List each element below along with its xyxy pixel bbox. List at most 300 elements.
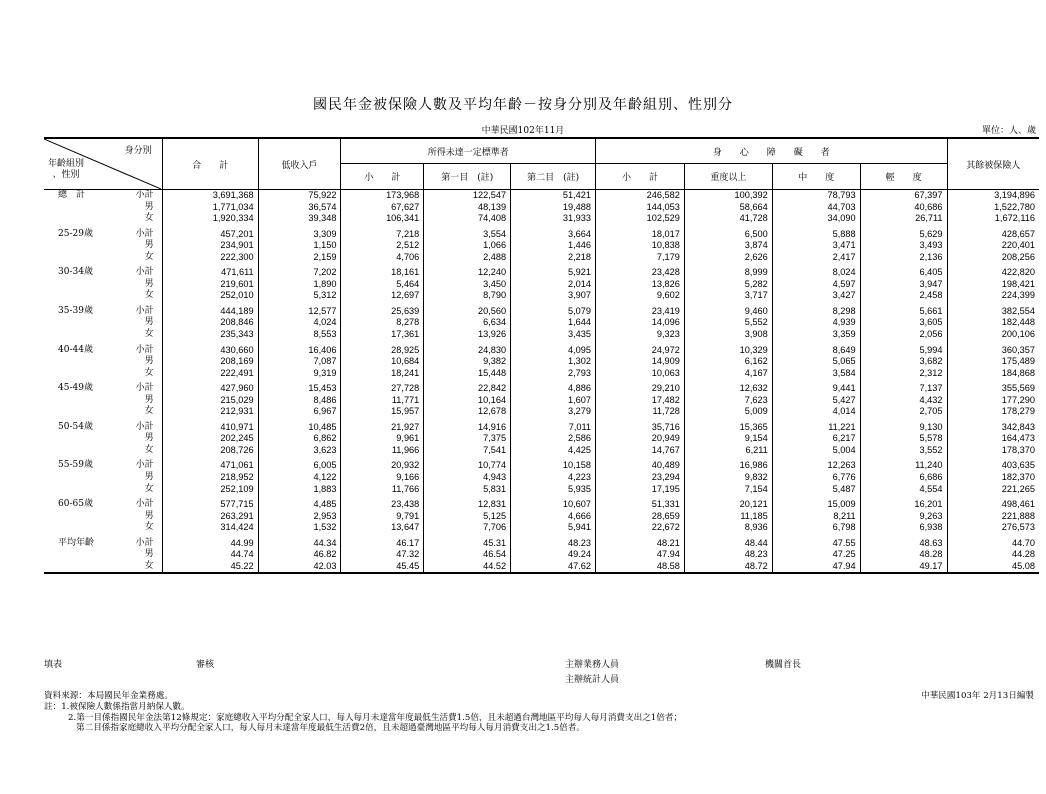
- table-cell: 48.23: [684, 549, 772, 561]
- table-cell: 20,560: [424, 302, 511, 318]
- table-cell: 11,240: [860, 456, 947, 472]
- row-group-label: [44, 279, 112, 291]
- table-cell: 10,485: [258, 418, 341, 434]
- table-cell: 8,278: [341, 317, 424, 329]
- table-cell: 9,263: [860, 511, 947, 523]
- table-cell: 220,401: [1001, 240, 1035, 251]
- table-cell: 6,162: [684, 356, 772, 368]
- table-row: [44, 418, 1039, 434]
- col-disabled-subtotal: 小 計: [596, 164, 685, 190]
- table-cell: 48,139: [424, 202, 511, 214]
- table-cell: 15,448: [424, 368, 511, 380]
- footer-head: 機關首長: [765, 660, 802, 670]
- table-cell: 10,774: [424, 456, 511, 472]
- table-cell: 184,868: [1001, 367, 1035, 378]
- table-cell: 45.08: [947, 561, 1039, 574]
- table-cell: 1,066: [424, 240, 511, 252]
- table-cell: 1,607: [511, 395, 596, 407]
- table-cell: 7,179: [596, 252, 685, 264]
- table-cell: 12,577: [258, 302, 341, 318]
- table-row: [44, 395, 1039, 407]
- table-cell: 5,661: [860, 302, 947, 318]
- table-row: [44, 549, 1039, 561]
- table-cell: 5,552: [684, 317, 772, 329]
- col-total: 合 計: [162, 138, 258, 190]
- row-sex-label: 男: [112, 511, 163, 523]
- row-sex-label: 男: [112, 202, 163, 214]
- table-cell: 19,488: [511, 202, 596, 214]
- table-cell: 7,541: [424, 445, 511, 457]
- table-cell: 51,331: [596, 495, 685, 511]
- row-group-label: [44, 511, 112, 523]
- table-cell: 235,343: [162, 329, 258, 341]
- table-cell: 4,425: [511, 445, 596, 457]
- table-cell: 208,846: [162, 317, 258, 329]
- row-group-label: [44, 317, 112, 329]
- table-cell: 3,552: [860, 445, 947, 457]
- table-cell: 5,065: [772, 356, 860, 368]
- table-cell: 3,717: [684, 290, 772, 302]
- row-group-label: 60-65歲: [58, 499, 93, 510]
- table-cell: 208,169: [162, 356, 258, 368]
- table-cell: 10,684: [341, 356, 424, 368]
- table-cell: 8,024: [772, 263, 860, 279]
- table-cell: 6,211: [684, 445, 772, 457]
- table-cell: 67,627: [341, 202, 424, 214]
- row-group-label: 平均年齡: [58, 537, 95, 548]
- row-group-label: [44, 561, 112, 574]
- table-cell: 44.70: [1012, 537, 1035, 548]
- table-cell: 9,832: [684, 472, 772, 484]
- row-group-label: [44, 433, 112, 445]
- table-cell: 422,820: [1001, 267, 1035, 278]
- table-row: [44, 368, 1039, 380]
- table-cell: 44.99: [162, 534, 258, 550]
- table-cell: 8,486: [258, 395, 341, 407]
- table-cell: 44.28: [1012, 549, 1035, 560]
- table-cell: 7,154: [684, 484, 772, 496]
- table-row: [44, 561, 1039, 574]
- table-cell: 48.21: [596, 534, 685, 550]
- row-group-label: [44, 252, 112, 264]
- table-cell: 44.34: [258, 534, 341, 550]
- table-cell: 22,842: [424, 379, 511, 395]
- table-cell: 6,967: [258, 406, 341, 418]
- table-cell: 4,167: [684, 368, 772, 380]
- statistics-table: [44, 137, 1039, 574]
- table-cell: 5,831: [424, 484, 511, 496]
- table-cell: 6,634: [424, 317, 511, 329]
- table-cell: 2,586: [511, 433, 596, 445]
- table-cell: 46.54: [424, 549, 511, 561]
- row-sex-label: 女: [112, 561, 163, 574]
- table-cell: 3,874: [684, 240, 772, 252]
- table-cell: 4,706: [341, 252, 424, 264]
- table-cell: 202,245: [162, 433, 258, 445]
- row-group-label: 25-29歲: [58, 228, 93, 239]
- table-cell: 8,936: [684, 522, 772, 534]
- table-cell: 3,279: [511, 406, 596, 418]
- table-cell: 3,947: [860, 279, 947, 291]
- table-row: [44, 202, 1039, 214]
- table-cell: 48.72: [684, 561, 772, 574]
- footer-reviewer: 審核: [196, 660, 215, 670]
- row-sex-label: 女: [112, 368, 163, 380]
- col-below-standard: 所得未達一定標準者: [341, 138, 596, 164]
- col-moderate: 中 度: [772, 164, 860, 190]
- table-cell: 7,011: [511, 418, 596, 434]
- date-label: 中華民國102年11月: [481, 126, 565, 136]
- table-cell: 9,460: [684, 302, 772, 318]
- row-sex-label: 小計: [112, 495, 163, 511]
- row-sex-label: 男: [112, 317, 163, 329]
- table-cell: 11,966: [341, 445, 424, 457]
- table-cell: 47.94: [772, 561, 860, 574]
- table-row: [44, 379, 1039, 395]
- table-cell: 6,405: [860, 263, 947, 279]
- table-cell: 20,932: [341, 456, 424, 472]
- table-row: [44, 495, 1039, 511]
- table-row: [44, 290, 1039, 302]
- table-cell: 410,971: [162, 418, 258, 434]
- table-cell: 51,421: [511, 190, 596, 202]
- col-cat1: 第一目 (註): [424, 164, 511, 190]
- table-cell: 24,972: [596, 341, 685, 357]
- table-cell: 4,597: [772, 279, 860, 291]
- table-cell: 5,009: [684, 406, 772, 418]
- table-cell: 4,886: [511, 379, 596, 395]
- table-row: [44, 329, 1039, 341]
- table-cell: 42.03: [258, 561, 341, 574]
- table-cell: 6,798: [772, 522, 860, 534]
- table-cell: 45.22: [162, 561, 258, 574]
- table-row: [44, 456, 1039, 472]
- table-cell: 7,202: [258, 263, 341, 279]
- table-cell: 45.31: [424, 534, 511, 550]
- table-cell: 428,657: [1001, 228, 1035, 239]
- table-cell: 100,392: [684, 190, 772, 202]
- table-cell: 2,014: [511, 279, 596, 291]
- table-cell: 11,728: [596, 406, 685, 418]
- col-disabled: 身 心 障 礙 者: [596, 138, 948, 164]
- table-cell: 18,161: [341, 263, 424, 279]
- table-cell: 7,137: [860, 379, 947, 395]
- table-row: [44, 263, 1039, 279]
- table-cell: 314,424: [162, 522, 258, 534]
- table-row: [44, 356, 1039, 368]
- table-cell: 215,029: [162, 395, 258, 407]
- table-cell: 498,461: [1001, 499, 1035, 510]
- table-cell: 48.23: [511, 534, 596, 550]
- table-cell: 382,554: [1001, 305, 1035, 316]
- table-cell: 12,263: [772, 456, 860, 472]
- footer-officer: 主辦業務人員: [565, 660, 620, 670]
- table-cell: 21,927: [341, 418, 424, 434]
- table-cell: 44,703: [772, 202, 860, 214]
- table-cell: 1,302: [511, 356, 596, 368]
- col-cat2: 第二目 (註): [511, 164, 596, 190]
- row-sex-label: 男: [112, 356, 163, 368]
- table-cell: 9,961: [341, 433, 424, 445]
- table-cell: 208,726: [162, 445, 258, 457]
- table-cell: 34,090: [772, 213, 860, 225]
- table-cell: 6,217: [772, 433, 860, 445]
- table-row: [44, 341, 1039, 357]
- table-row: [44, 484, 1039, 496]
- table-cell: 14,916: [424, 418, 511, 434]
- table-cell: 13,826: [596, 279, 685, 291]
- table-cell: 13,647: [341, 522, 424, 534]
- corner-header: [44, 138, 162, 190]
- table-cell: 40,489: [596, 456, 685, 472]
- table-cell: 5,921: [511, 263, 596, 279]
- table-cell: 221,888: [1001, 510, 1035, 521]
- table-cell: 22,672: [596, 522, 685, 534]
- table-cell: 31,933: [511, 213, 596, 225]
- table-cell: 47.55: [772, 534, 860, 550]
- table-row: [44, 190, 1039, 202]
- table-cell: 208,256: [1001, 251, 1035, 262]
- table-cell: 5,004: [772, 445, 860, 457]
- corner-left-line1: 年齡組別: [48, 159, 85, 169]
- table-body: [44, 190, 1039, 574]
- table-cell: 106,341: [341, 213, 424, 225]
- table-cell: 7,706: [424, 522, 511, 534]
- table-cell: 12,678: [424, 406, 511, 418]
- table-cell: 1,522,780: [994, 201, 1035, 212]
- table-cell: 47.32: [341, 549, 424, 561]
- table-cell: 3,907: [511, 290, 596, 302]
- table-cell: 6,862: [258, 433, 341, 445]
- table-cell: 222,491: [162, 368, 258, 380]
- table-cell: 27,728: [341, 379, 424, 395]
- table-cell: 224,399: [1001, 290, 1035, 301]
- table-cell: 5,629: [860, 225, 947, 241]
- table-cell: 2,417: [772, 252, 860, 264]
- table-cell: 4,554: [860, 484, 947, 496]
- table-cell: 44.74: [162, 549, 258, 561]
- table-cell: 182,370: [1001, 472, 1035, 483]
- table-cell: 3,435: [511, 329, 596, 341]
- table-cell: 10,607: [511, 495, 596, 511]
- table-cell: 3,584: [772, 368, 860, 380]
- table-cell: 2,488: [424, 252, 511, 264]
- table-cell: 198,421: [1001, 278, 1035, 289]
- table-cell: 1,644: [511, 317, 596, 329]
- note-3: 第二目係指家庭總收入平均分配全家人口，每人每月未達當年度最低生活費2倍，且未超過臺灣地區平均每人每月消費支出之1.5倍者。: [76, 723, 585, 733]
- table-cell: 9,791: [341, 511, 424, 523]
- table-cell: 3,908: [684, 329, 772, 341]
- table-cell: 74,408: [424, 213, 511, 225]
- table-cell: 2,512: [341, 240, 424, 252]
- table-cell: 10,329: [684, 341, 772, 357]
- table-cell: 28,925: [341, 341, 424, 357]
- table-cell: 5,578: [860, 433, 947, 445]
- table-cell: 3,664: [511, 225, 596, 241]
- page-title: 國民年金被保險人數及平均年齡－按身分別及年齡組別、性別分: [313, 97, 733, 113]
- table-cell: 234,901: [162, 240, 258, 252]
- table-row: [44, 406, 1039, 418]
- col-other: 其餘被保險人: [947, 138, 1039, 190]
- table-cell: 23,294: [596, 472, 685, 484]
- table-cell: 5,935: [511, 484, 596, 496]
- table-cell: 218,952: [162, 472, 258, 484]
- col-mild: 輕 度: [860, 164, 947, 190]
- table-cell: 5,282: [684, 279, 772, 291]
- col-low-income: 低收入戶: [258, 138, 341, 190]
- unit-label: 單位：人、歲: [981, 126, 1036, 136]
- table-cell: 4,485: [258, 495, 341, 511]
- row-sex-label: 男: [112, 549, 163, 561]
- table-cell: 49.17: [860, 561, 947, 574]
- table-cell: 3,359: [772, 329, 860, 341]
- table-cell: 2,159: [258, 252, 341, 264]
- table-cell: 6,500: [684, 225, 772, 241]
- table-cell: 360,357: [1001, 344, 1035, 355]
- table-cell: 5,125: [424, 511, 511, 523]
- table-cell: 3,427: [772, 290, 860, 302]
- row-sex-label: 小計: [112, 418, 163, 434]
- table-cell: 342,843: [1001, 421, 1035, 432]
- table-cell: 28,659: [596, 511, 685, 523]
- table-cell: 46.17: [341, 534, 424, 550]
- table-cell: 164,473: [1001, 433, 1035, 444]
- table-cell: 4,014: [772, 406, 860, 418]
- table-cell: 40,686: [860, 202, 947, 214]
- row-group-label: [44, 406, 112, 418]
- table-cell: 48.58: [596, 561, 685, 574]
- table-cell: 8,553: [258, 329, 341, 341]
- table-cell: 3,471: [772, 240, 860, 252]
- note-2: 2.第一目係指國民年金法第12條規定：家庭總收入平均分配全家人口，每人每月未達當年度最低生活費1.5倍，且未超過台灣地區平均每人每月消費支出之1倍者；: [68, 713, 683, 723]
- row-sex-label: 女: [112, 252, 163, 264]
- table-cell: 222,300: [162, 252, 258, 264]
- table-cell: 2,705: [860, 406, 947, 418]
- row-group-label: 45-49歲: [58, 383, 93, 394]
- table-cell: 219,601: [162, 279, 258, 291]
- table-cell: 8,790: [424, 290, 511, 302]
- table-cell: 4,432: [860, 395, 947, 407]
- table-cell: 4,024: [258, 317, 341, 329]
- table-cell: 427,960: [162, 379, 258, 395]
- table-cell: 9,319: [258, 368, 341, 380]
- table-cell: 1,883: [258, 484, 341, 496]
- table-header: [44, 138, 1039, 190]
- footer-stat-officer: 主辦統計人員: [565, 675, 620, 685]
- row-group-label: [44, 329, 112, 341]
- row-sex-label: 小計: [112, 379, 163, 395]
- table-cell: 175,489: [1001, 356, 1035, 367]
- table-cell: 78,793: [772, 190, 860, 202]
- table-cell: 1,446: [511, 240, 596, 252]
- table-cell: 2,953: [258, 511, 341, 523]
- table-cell: 6,776: [772, 472, 860, 484]
- table-cell: 15,365: [684, 418, 772, 434]
- row-group-label: [44, 240, 112, 252]
- table-cell: 75,922: [258, 190, 341, 202]
- col-below-subtotal: 小 計: [341, 164, 424, 190]
- table-cell: 9,441: [772, 379, 860, 395]
- table-cell: 48.44: [684, 534, 772, 550]
- row-group-label: [44, 213, 112, 225]
- table-cell: 29,210: [596, 379, 685, 395]
- table-cell: 17,195: [596, 484, 685, 496]
- row-sex-label: 小計: [112, 263, 163, 279]
- table-cell: 5,941: [511, 522, 596, 534]
- table-cell: 35,716: [596, 418, 685, 434]
- table-cell: 11,185: [684, 511, 772, 523]
- table-cell: 16,201: [860, 495, 947, 511]
- corner-right-label: 身分別: [124, 146, 152, 156]
- table-cell: 3,554: [424, 225, 511, 241]
- table-cell: 39,348: [258, 213, 341, 225]
- table-cell: 9,130: [860, 418, 947, 434]
- table-cell: 47.25: [772, 549, 860, 561]
- row-sex-label: 小計: [112, 456, 163, 472]
- table-row: [44, 511, 1039, 523]
- table-row: [44, 240, 1039, 252]
- table-cell: 9,166: [341, 472, 424, 484]
- row-sex-label: 男: [112, 472, 163, 484]
- table-cell: 5,427: [772, 395, 860, 407]
- table-cell: 9,323: [596, 329, 685, 341]
- row-sex-label: 男: [112, 240, 163, 252]
- table-cell: 20,949: [596, 433, 685, 445]
- table-cell: 11,771: [341, 395, 424, 407]
- table-cell: 58,664: [684, 202, 772, 214]
- table-row: [44, 445, 1039, 457]
- table-cell: 10,838: [596, 240, 685, 252]
- table-cell: 8,649: [772, 341, 860, 357]
- table-cell: 6,005: [258, 456, 341, 472]
- table-cell: 182,448: [1001, 317, 1035, 328]
- table-cell: 178,279: [1001, 406, 1035, 417]
- table-row: [44, 472, 1039, 484]
- table-cell: 11,221: [772, 418, 860, 434]
- table-cell: 3,682: [860, 356, 947, 368]
- table-cell: 10,063: [596, 368, 685, 380]
- table-cell: 1,890: [258, 279, 341, 291]
- table-row: [44, 252, 1039, 264]
- table-cell: 45.45: [341, 561, 424, 574]
- table-cell: 46.82: [258, 549, 341, 561]
- table-cell: 252,109: [162, 484, 258, 496]
- row-group-label: [44, 549, 112, 561]
- table-cell: 4,666: [511, 511, 596, 523]
- table-cell: 577,715: [162, 495, 258, 511]
- table-cell: 15,009: [772, 495, 860, 511]
- table-cell: 47.94: [596, 549, 685, 561]
- row-sex-label: 男: [112, 279, 163, 291]
- table-cell: 18,017: [596, 225, 685, 241]
- table-cell: 9,154: [684, 433, 772, 445]
- table-cell: 14,767: [596, 445, 685, 457]
- table-row: [44, 302, 1039, 318]
- table-cell: 252,010: [162, 290, 258, 302]
- table-cell: 3,623: [258, 445, 341, 457]
- table-cell: 24,830: [424, 341, 511, 357]
- table-cell: 12,697: [341, 290, 424, 302]
- table-cell: 10,158: [511, 456, 596, 472]
- table-cell: 5,312: [258, 290, 341, 302]
- table-cell: 6,686: [860, 472, 947, 484]
- row-group-label: [44, 395, 112, 407]
- col-severe: 重度以上: [684, 164, 772, 190]
- table-cell: 457,201: [162, 225, 258, 241]
- table-cell: 48.28: [860, 549, 947, 561]
- table-cell: 1,920,334: [162, 213, 258, 225]
- table-cell: 8,999: [684, 263, 772, 279]
